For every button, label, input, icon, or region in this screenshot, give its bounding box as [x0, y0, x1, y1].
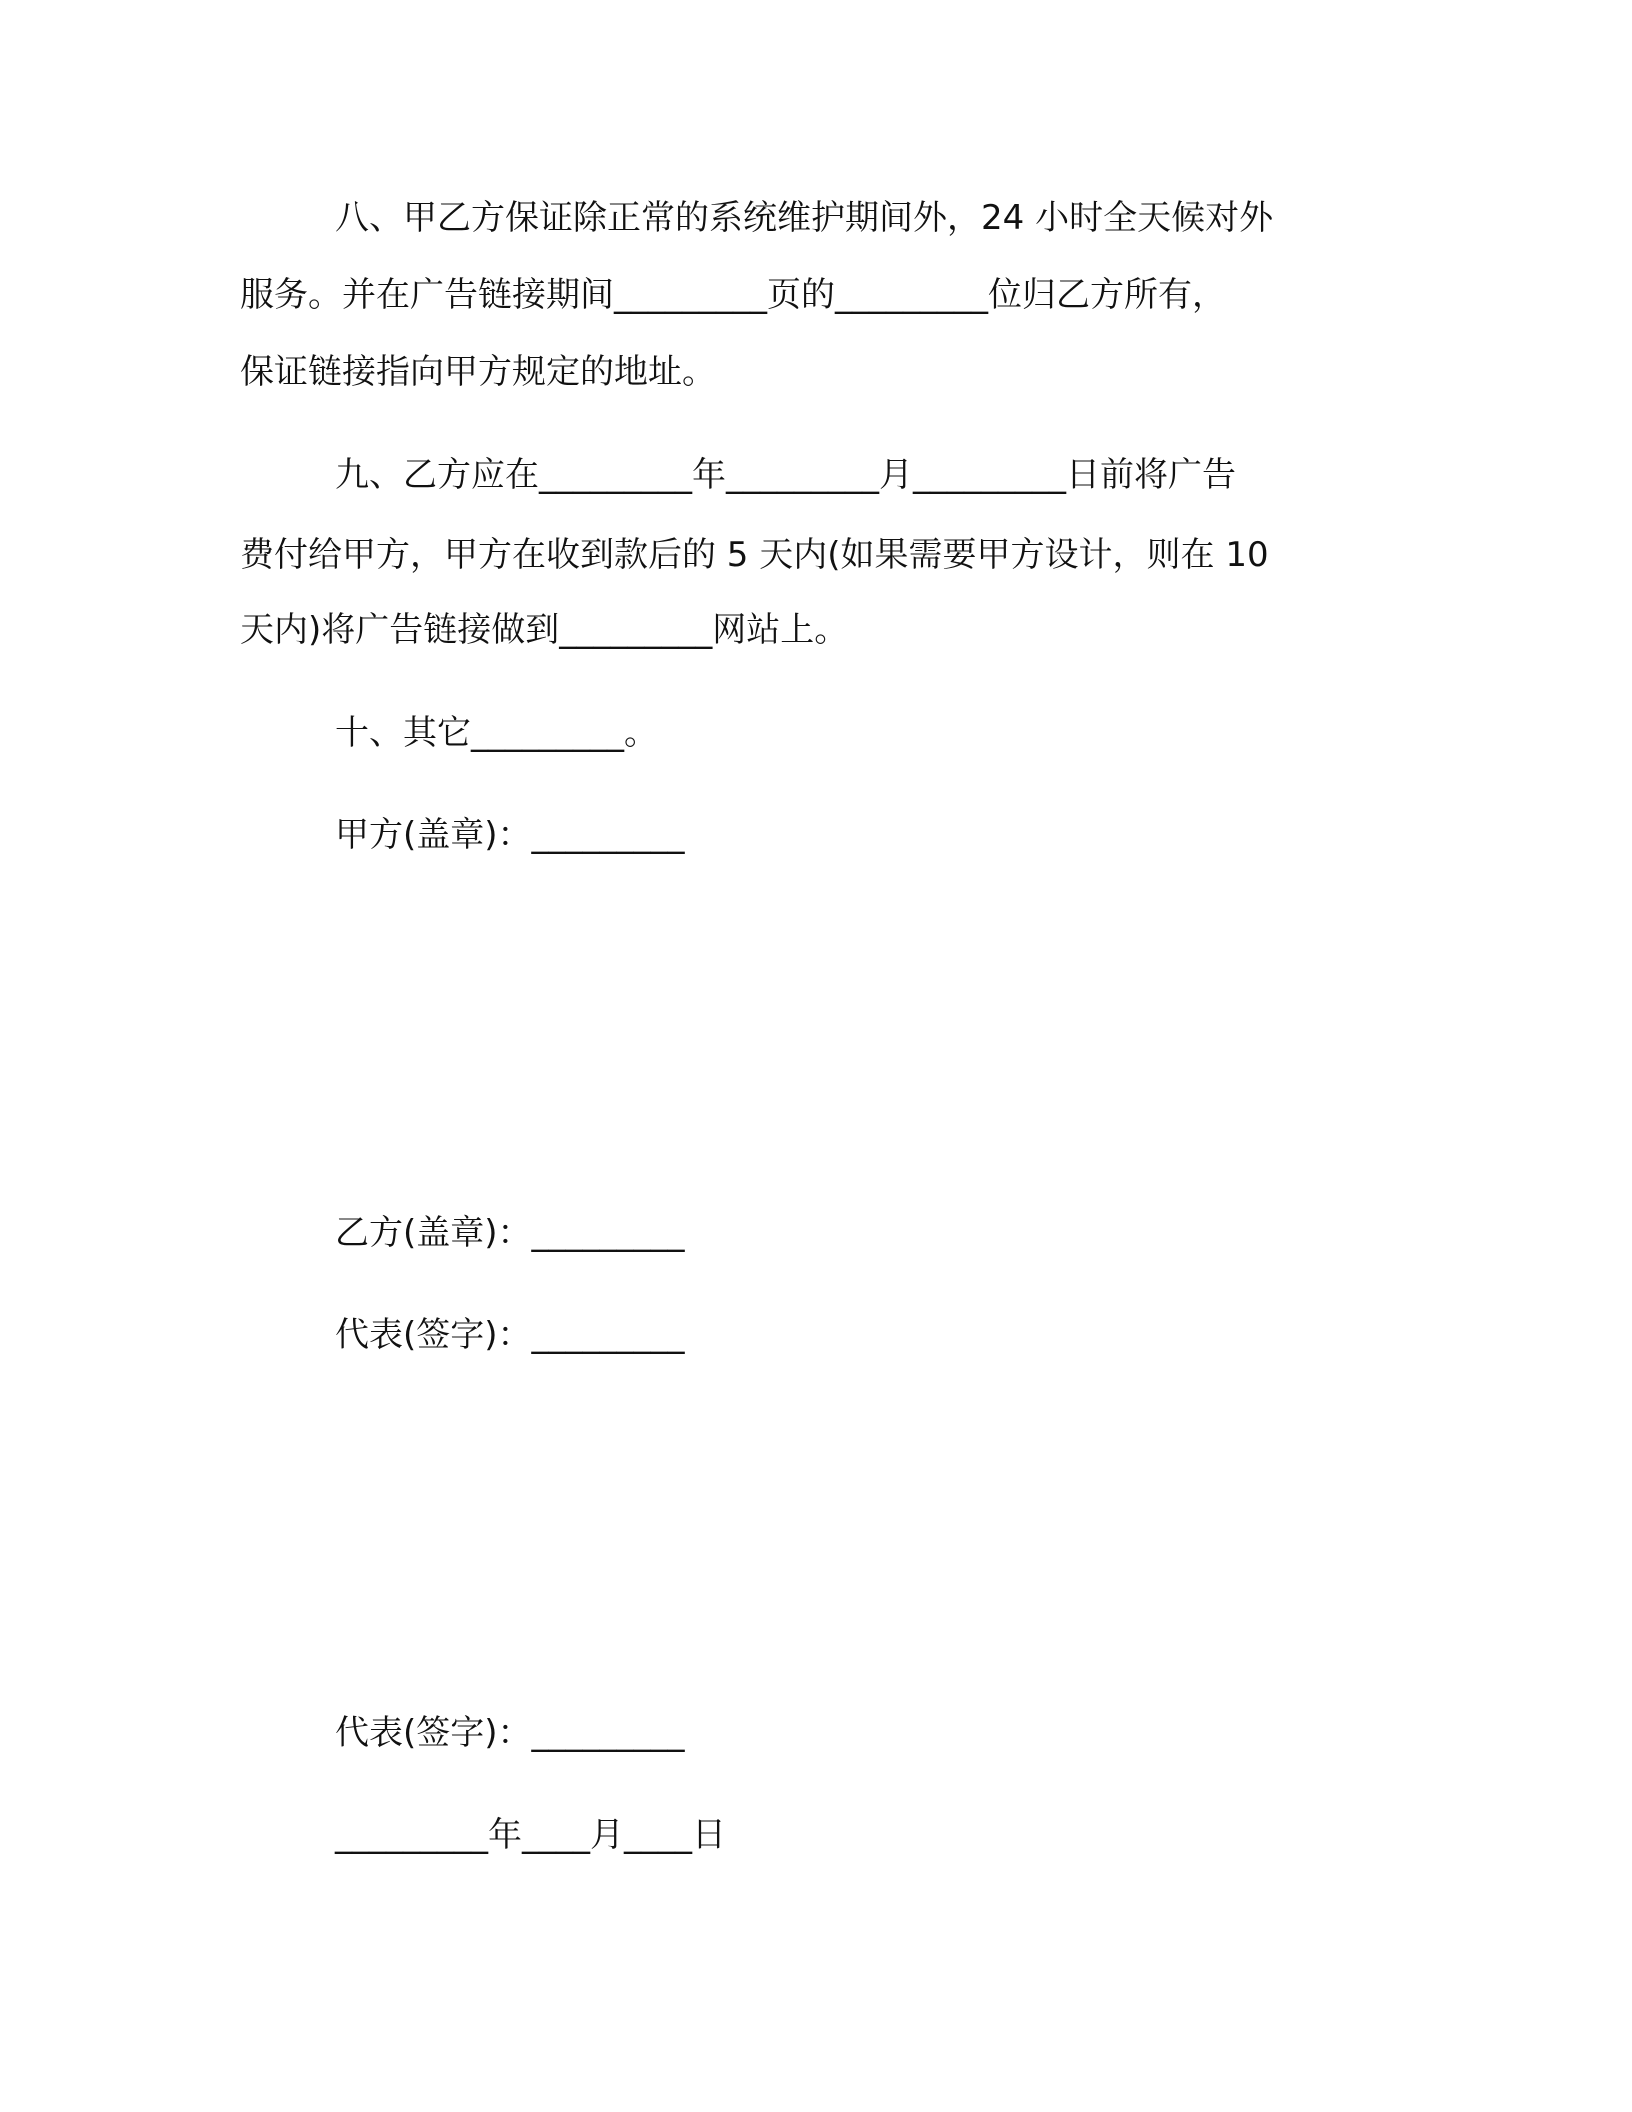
representative-signature-2: 代表(签字)：_________: [335, 1713, 685, 1753]
representative-signature-1: 代表(签字)：_________: [335, 1315, 685, 1355]
clause-9-line-2: 费付给甲方，甲方在收到款后的 5 天内(如果需要甲方设计，则在 10: [240, 535, 1269, 575]
clause-10-line-1: 十、其它_________。: [335, 713, 658, 753]
clause-9-line-1: 九、乙方应在_________年_________月_________日前将广告: [335, 455, 1236, 495]
clause-8-line-2: 服务。并在广告链接期间_________页的_________位归乙方所有，: [240, 275, 1226, 315]
party-b-seal: 乙方(盖章)：_________: [335, 1213, 685, 1253]
party-a-seal: 甲方(盖章)：_________: [335, 815, 685, 855]
clause-8-line-3: 保证链接指向甲方规定的地址。: [240, 352, 716, 392]
clause-8-line-1: 八、甲乙方保证除正常的系统维护期间外，24 小时全天候对外: [335, 198, 1274, 238]
signature-date: _________年____月____日: [335, 1815, 726, 1855]
clause-9-line-3: 天内)将广告链接做到_________网站上。: [240, 610, 849, 650]
